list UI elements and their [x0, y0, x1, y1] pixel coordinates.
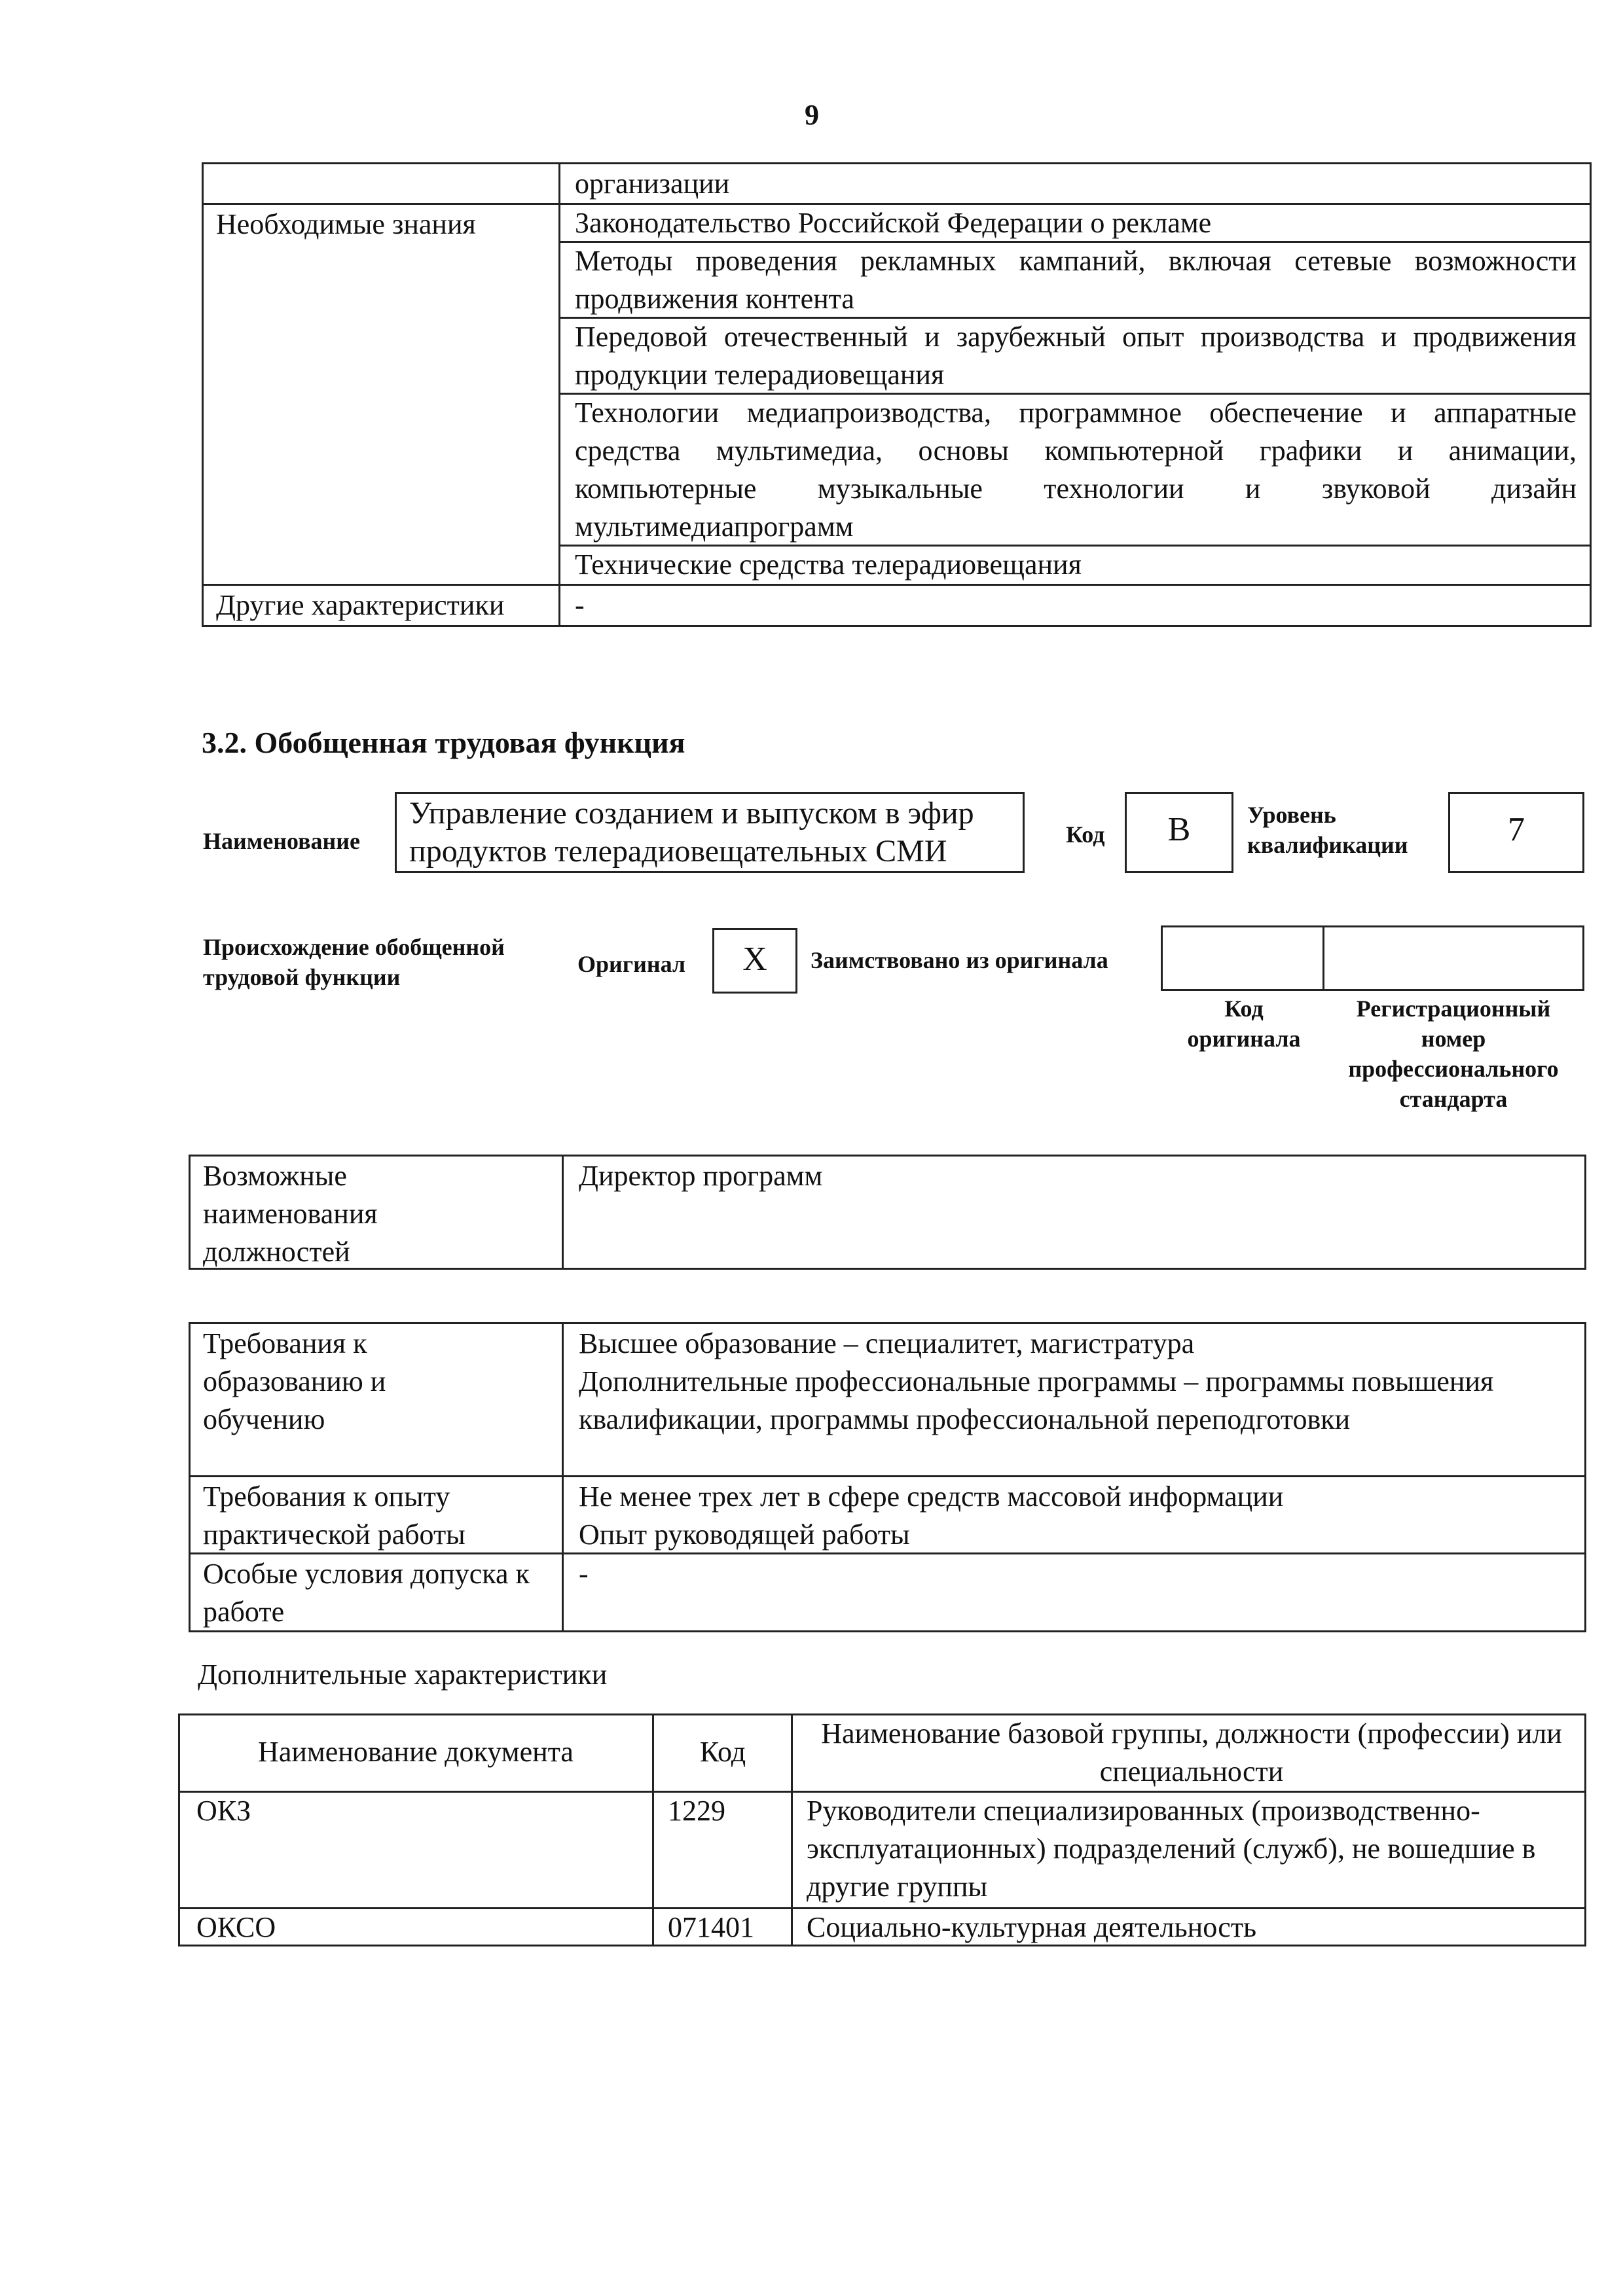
header-group: Наименование базовой группы, должности (профессии) или специальности: [821, 1717, 1562, 1787]
knowledge-label: Необходимые знания: [216, 208, 476, 240]
requirement-label: Требования к опыту практической работы: [203, 1480, 465, 1551]
knowledge-item: Технические средства телерадиовещания: [575, 548, 1082, 581]
additional-title: Дополнительные характеристики: [198, 1659, 608, 1691]
level-label: Уровень квалификации: [1247, 802, 1408, 858]
code-label: Код: [1066, 821, 1105, 848]
header-document: Наименование документа: [258, 1736, 574, 1768]
row-group: Руководители специализированных (производственно-эксплуатационных) подразделений (служб), не вошедшие в другие группы: [807, 1795, 1536, 1903]
row-document: ОКЗ: [196, 1795, 251, 1827]
borrowed-code-box: [1161, 925, 1324, 991]
knowledge-item: Передовой отечественный и зарубежный опыт производства и продвижения продукции телерадиовещания: [575, 321, 1577, 391]
section-title: 3.2. Обобщенная трудовая функция: [202, 726, 685, 759]
code-caption: Код оригинала: [1187, 996, 1301, 1052]
row-code: 071401: [668, 1911, 754, 1943]
knowledge-item: Законодательство Российской Федерации о рекламе: [575, 207, 1212, 239]
positions-label: Возможные наименования должностей: [203, 1160, 378, 1268]
requirement-label: Особые условия допуска к работе: [203, 1558, 530, 1628]
name-value: Управление созданием и выпуском в эфир продуктов телерадиовещательных СМИ: [409, 796, 974, 869]
header-code: Код: [699, 1736, 746, 1768]
reg-caption: Регистрационный номер профессионального стандарта: [1348, 996, 1559, 1112]
positions-value: Директор программ: [579, 1160, 823, 1192]
other-characteristics-value: -: [575, 589, 585, 621]
name-label: Наименование: [203, 828, 360, 854]
requirement-value: Не менее трех лет в сфере средств массовой информации Опыт руководящей работы: [579, 1480, 1284, 1551]
original-label: Оригинал: [577, 951, 686, 977]
knowledge-item: Технологии медиапроизводства, программное обеспечение и аппаратные средства мультимедиа, основы компьютерной графики и анимации, компьютерные музыкальные технологии и звуковой дизайн мультимедиапрограмм: [575, 397, 1577, 543]
row-document: ОКСО: [196, 1911, 276, 1943]
borrowed-reg-box: [1322, 925, 1584, 991]
row-code: 1229: [668, 1795, 725, 1827]
other-characteristics-label: Другие характеристики: [216, 589, 505, 621]
knowledge-item: Методы проведения рекламных кампаний, включая сетевые возможности продвижения контента: [575, 245, 1577, 315]
requirement-label: Требования к образованию и обучению: [203, 1327, 386, 1435]
borrowed-label: Заимствовано из оригинала: [811, 947, 1108, 973]
origin-label: Происхождение обобщенной трудовой функции: [203, 934, 505, 990]
row-group: Социально-культурная деятельность: [807, 1911, 1257, 1943]
continuation-text: организации: [575, 168, 730, 200]
original-mark: X: [742, 941, 767, 978]
page-number: 9: [805, 99, 819, 131]
requirement-value: -: [579, 1558, 589, 1590]
requirement-value: Высшее образование – специалитет, магистратура Дополнительные профессиональные программы – программы повышения квалификации, программы профессиональной переподготовки: [579, 1327, 1494, 1435]
level-value: 7: [1508, 811, 1525, 848]
code-value: B: [1167, 811, 1191, 848]
